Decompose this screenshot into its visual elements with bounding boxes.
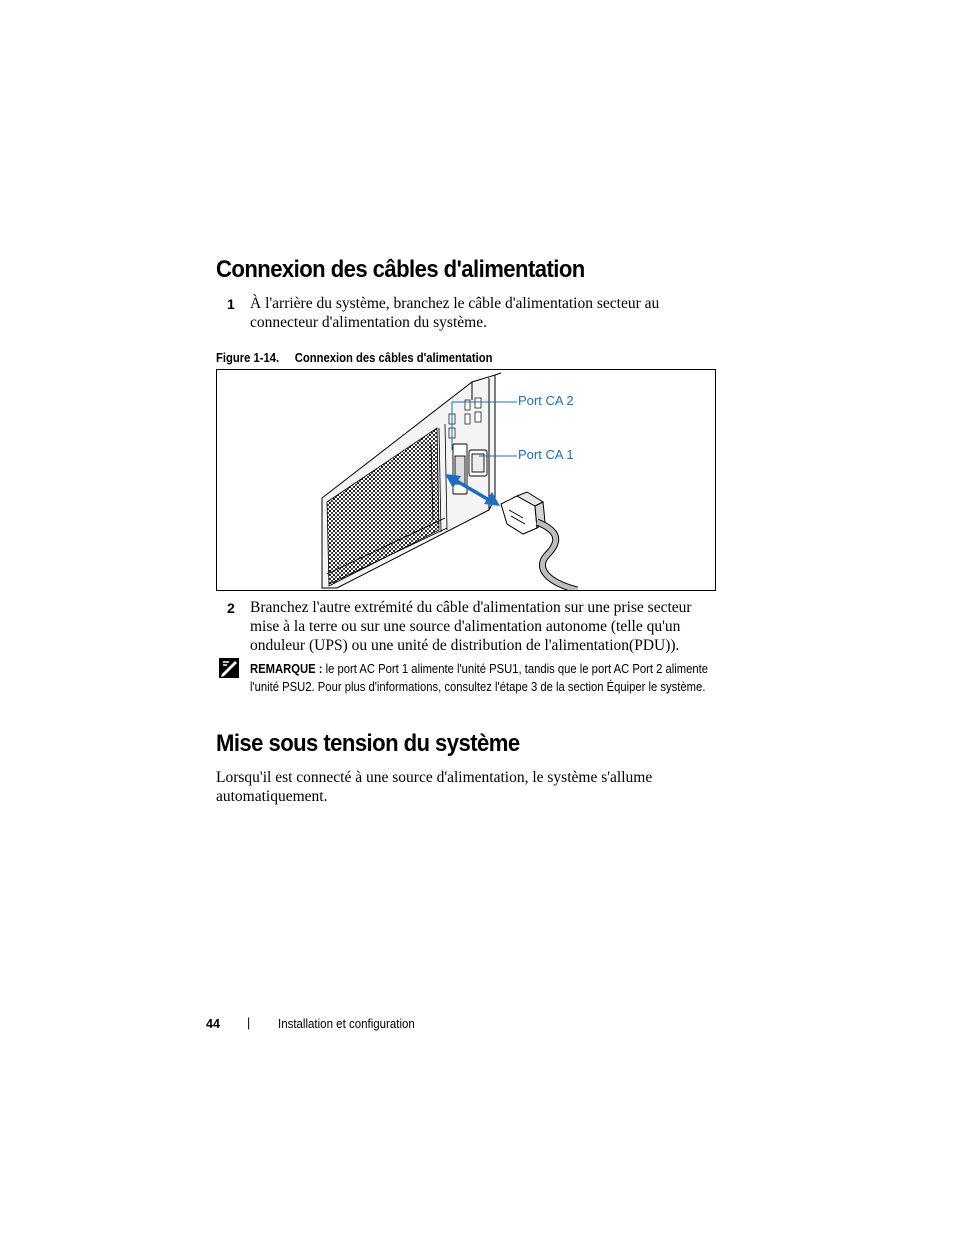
note-remarque	[250, 661, 718, 696]
step-text-1: À l'arrière du système, branchez le câble d'alimentation secteur au connecteur d'alimentation du système.	[250, 295, 660, 331]
section-title-power-cables: Connexion des câbles d'alimentation	[216, 256, 585, 283]
section2-text: Lorsqu'il est connecté à une source d'alimentation, le système s'allume automatiquement.	[216, 769, 653, 805]
step-number-1: 1	[227, 296, 235, 312]
figure-caption	[216, 351, 493, 365]
power-plug	[501, 492, 545, 534]
note-pencil-icon	[218, 657, 240, 679]
callout-port-ca-1: Port CA 1	[518, 447, 574, 462]
figure-label: Figure 1-14.	[216, 351, 280, 365]
note-text: le port AC Port 1 alimente l'unité PSU1, tandis que le port AC Port 2 alimente l'unité PSU2. Pour plus d'informations, consultez l'étape 3 de la section Équiper le système.	[250, 662, 709, 694]
step-number-2: 2	[227, 600, 235, 616]
footer-chapter: Installation et configuration	[278, 1017, 415, 1031]
note-label: REMARQUE :	[250, 662, 323, 676]
figure-title: Connexion des câbles d'alimentation	[294, 351, 493, 365]
page-number: 44	[206, 1017, 220, 1031]
figure-frame	[216, 369, 716, 591]
callout-port-ca-2: Port CA 2	[518, 393, 574, 408]
step-text-2: Branchez l'autre extrémité du câble d'alimentation sur une prise secteur mise à la terre ou sur une source d'alimentation autonome (telle qu'un onduleur (UPS) ou une unité de distribution de l'alimentation(PDU)).	[250, 599, 692, 654]
power-cable-illustration	[217, 370, 715, 590]
ac-port-1	[469, 450, 487, 476]
section-title-power-on: Mise sous tension du système	[216, 730, 520, 757]
footer-separator: |	[247, 1016, 251, 1030]
